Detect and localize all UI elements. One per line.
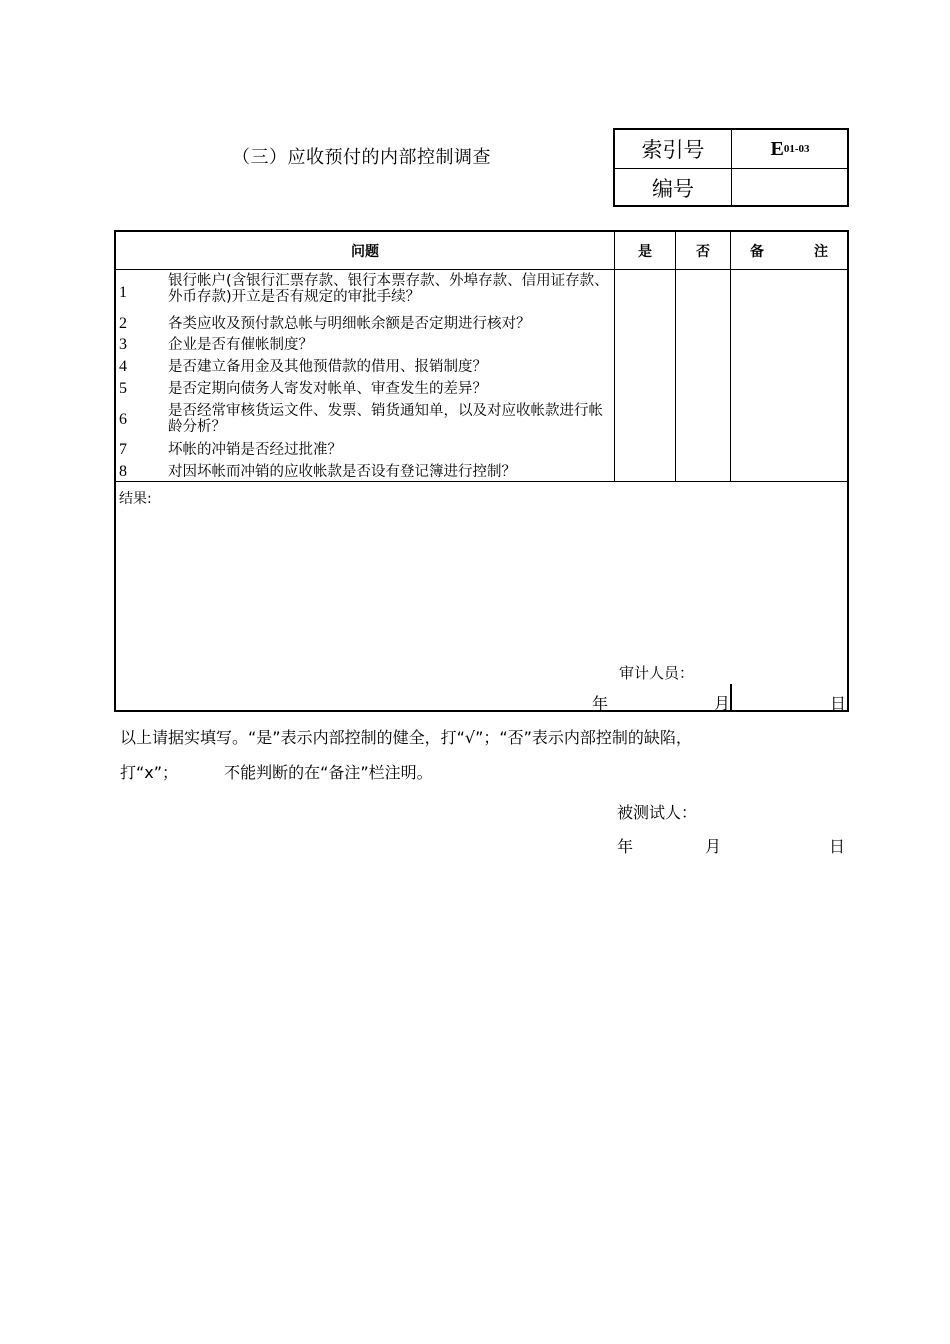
result-label: 结果: [119, 491, 152, 507]
index-value [733, 130, 847, 168]
audit-date-month: 月 [714, 694, 731, 713]
question-number: 6 [119, 411, 127, 428]
index-divider [731, 130, 732, 205]
date-divider [730, 684, 732, 710]
index-value-main: E [770, 137, 784, 160]
header-remark-a: 备 [750, 244, 764, 260]
header-no: 否 [696, 244, 710, 260]
auditor-label: 审计人员： [619, 664, 695, 682]
audit-date-year: 年 [592, 694, 609, 713]
index-label: 索引号 [641, 138, 705, 162]
number-label: 编号 [652, 177, 694, 201]
question-number: 4 [119, 358, 127, 375]
question-number: 5 [119, 380, 127, 397]
note-line-2 [120, 760, 433, 783]
question-text: 是否建立备用金及其他预借款的借用、报销制度？ [168, 359, 487, 375]
question-number: 3 [119, 336, 127, 353]
audit-date-day: 日 [830, 694, 847, 713]
header-yes: 是 [638, 244, 652, 260]
note-line-2b: 不能判断的在“备注”栏注明。 [224, 763, 433, 782]
header-question: 问题 [351, 244, 379, 260]
document-title: （三）应收预付的内部控制调查 [232, 147, 491, 168]
tested-person-label: 被测试人： [617, 803, 698, 822]
note-line-2a: 打“x”； [120, 763, 179, 782]
index-box [613, 128, 849, 207]
question-number: 7 [119, 441, 127, 458]
number-value[interactable] [733, 169, 847, 207]
question-text: 企业是否有催帐制度？ [168, 337, 313, 353]
question-number: 8 [119, 463, 127, 480]
result-divider [116, 481, 847, 482]
question-text: 是否经常审核货运文件、发票、销货通知单，以及对应收帐款进行帐龄分析？ [168, 403, 603, 435]
question-text: 银行帐户(含银行汇票存款、银行本票存款、外埠存款、信用证存款、外币存款)开立是否有规定的审批手续？ [168, 273, 609, 305]
header-remark-b: 注 [814, 244, 828, 260]
question-text: 坏帐的冲销是否经过批准？ [168, 442, 342, 458]
tested-date-day: 日 [829, 837, 846, 856]
question-number: 1 [119, 284, 127, 301]
tested-date-year: 年 [617, 837, 634, 856]
tested-date-month: 月 [705, 837, 722, 856]
survey-table [114, 230, 849, 712]
question-text: 各类应收及预付款总帐与明细帐余额是否定期进行核对？ [168, 316, 531, 332]
index-value-sub: 01-03 [783, 143, 810, 155]
note-line-1: 以上请据实填写。“是”表示内部控制的健全，打“√”；“否”表示内部控制的缺陷， [120, 728, 692, 747]
question-text: 是否定期向债务人寄发对帐单、审查发生的差异？ [168, 381, 487, 397]
question-text: 对因坏帐而冲销的应收帐款是否设有登记簿进行控制？ [168, 464, 516, 480]
question-number: 2 [119, 315, 127, 332]
